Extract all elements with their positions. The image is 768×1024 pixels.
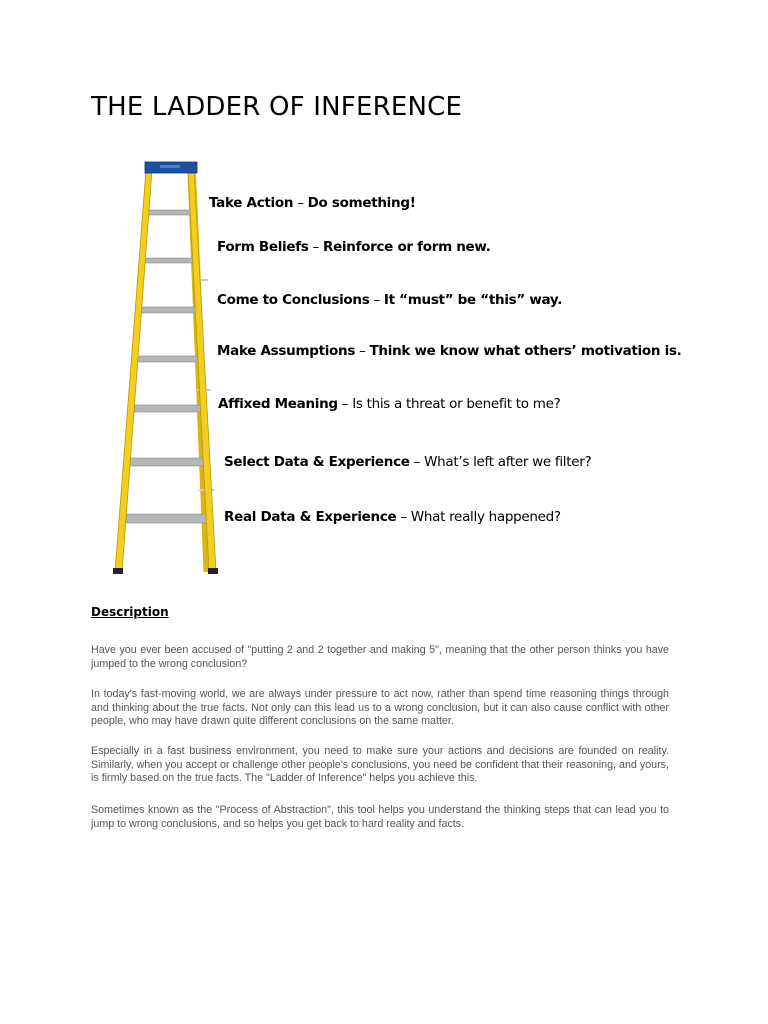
ladder-image [108, 160, 226, 576]
ladder-step-come-to-conclusions: Come to Conclusions – It “must” be “this” way. [217, 292, 563, 308]
ladder-step-select-data: Select Data & Experience – What’s left after we filter? [224, 454, 592, 470]
ladder-step-form-beliefs: Form Beliefs – Reinforce or form new. [217, 239, 491, 255]
ladder-step-take-action: Take Action – Do something! [209, 195, 416, 211]
ladder-step-make-assumptions: Make Assumptions – Think we know what others’ motivation is. [217, 343, 682, 359]
paragraph-1: Have you ever been accused of "putting 2 and 2 together and making 5", meaning that the other person thinks you have jumped to the wrong conclusion? [91, 644, 669, 670]
ladder-step-affixed-meaning: Affixed Meaning – Is this a threat or benefit to me? [218, 396, 561, 412]
paragraph-2: In today's fast-moving world, we are always under pressure to act now, rather than spend time reasoning things through and thinking about the true facts. Not only can this lead us to a wrong conclusion, but it can also cause conflict with other people, who may have drawn quite different conclusions on the same matter. [91, 688, 669, 727]
description-heading: Description [91, 605, 169, 619]
paragraph-4: Sometimes known as the "Process of Abstraction", this tool helps you understand the thinking steps that can lead you to jump to wrong conclusions, and so helps you get back to hard reality and facts. [91, 804, 669, 830]
paragraph-3: Especially in a fast business environment, you need to make sure your actions and decisions are founded on reality. Similarly, when you accept or challenge other people's conclusions, you need be confident that their reasoning, and yours, is firmly based on the true facts. The "Ladder of Inference" helps you achieve this. [91, 745, 669, 784]
ladder-step-real-data: Real Data & Experience – What really happened? [224, 509, 561, 525]
document-title: THE LADDER OF INFERENCE [91, 92, 463, 122]
